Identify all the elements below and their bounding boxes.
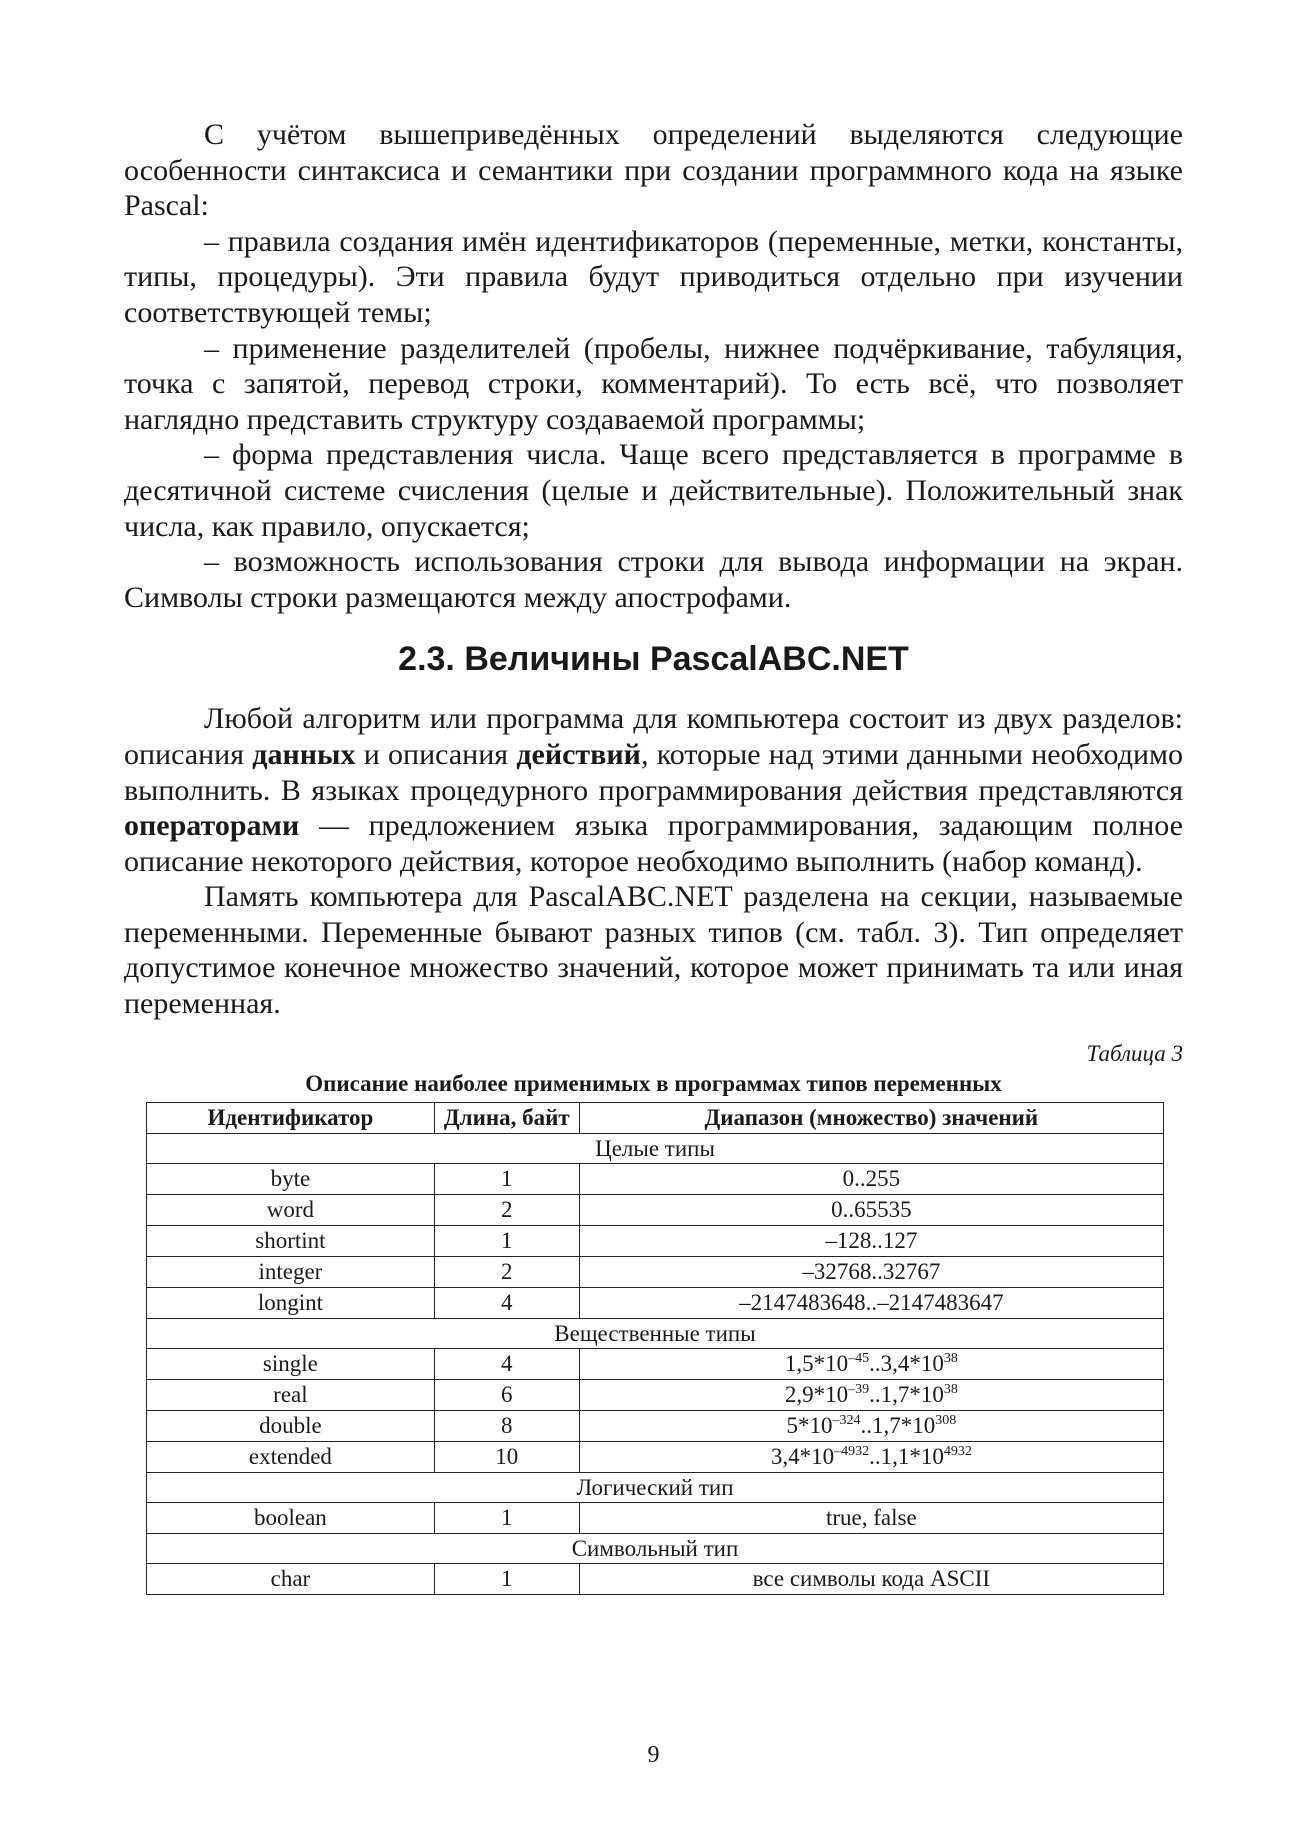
group-title: Логический тип <box>147 1472 1164 1502</box>
cell-identifier: shortint <box>147 1225 435 1256</box>
cell-length: 1 <box>434 1563 579 1594</box>
header-length: Длина, байт <box>434 1102 579 1133</box>
text-run: — предложением языка программирования, задающим полное описание некоторого действия, которое необходимо выполнить (набор команд). <box>124 809 1183 878</box>
table-row <box>147 1256 1164 1287</box>
table-row <box>147 1194 1164 1225</box>
table-row <box>147 1410 1164 1441</box>
exponent: –324 <box>832 1413 861 1429</box>
cell-length: 1 <box>434 1225 579 1256</box>
types-table <box>146 1102 1164 1595</box>
exponent: –4932 <box>834 1444 870 1460</box>
text-run: и описания <box>355 737 517 771</box>
cell-length: 1 <box>434 1163 579 1194</box>
section-heading: 2.3. Величины PascalABC.NET <box>398 640 909 679</box>
range-end: ..3,4*10 <box>869 1351 944 1377</box>
range-start: 2,9*10 <box>784 1382 849 1408</box>
group-title: Символьный тип <box>147 1533 1164 1563</box>
cell-length: 4 <box>434 1348 579 1379</box>
exponent: –45 <box>848 1351 870 1367</box>
exponent: –39 <box>848 1382 870 1398</box>
table-row <box>147 1563 1164 1594</box>
list-item: – применение разделителей (пробелы, нижнее подчёркивание, табуляция, точка с запятой, перевод строки, комментарий). То есть всё, что позволяет наглядно представить структуру создаваемой программы; <box>124 331 1183 436</box>
table-row <box>147 1225 1164 1256</box>
range-start: 5*10 <box>786 1413 833 1439</box>
cell-identifier: byte <box>147 1163 435 1194</box>
table-row <box>147 1441 1164 1472</box>
group-row <box>147 1318 1164 1348</box>
group-row <box>147 1533 1164 1563</box>
range-start: 1,5*10 <box>784 1351 849 1377</box>
cell-range: 0..65535 <box>579 1194 1163 1225</box>
group-title: Вещественные типы <box>147 1318 1164 1348</box>
group-row <box>147 1472 1164 1502</box>
bold-term-data: данных <box>252 737 356 771</box>
section-paragraph-1 <box>124 701 1183 879</box>
cell-range <box>579 1410 1163 1441</box>
group-title: Целые типы <box>147 1133 1164 1163</box>
cell-identifier: boolean <box>147 1502 435 1533</box>
cell-length: 10 <box>434 1441 579 1472</box>
bold-term-actions: действий <box>516 737 641 771</box>
list-item: – возможность использования строки для вывода информации на экран. Символы строки размещаются между апострофами. <box>124 545 1183 614</box>
table-label: Таблица 3 <box>1086 1040 1183 1066</box>
page-content <box>124 117 1183 1595</box>
header-range: Диапазон (множество) значений <box>579 1102 1163 1133</box>
range-end: ..1,7*10 <box>869 1382 944 1408</box>
range-end: ..1,1*10 <box>869 1444 944 1470</box>
range-start: 3,4*10 <box>770 1444 835 1470</box>
bold-term-operators: операторами <box>124 809 300 843</box>
cell-identifier: char <box>147 1563 435 1594</box>
text-run: Любой алгоритм или программа для компьютера состоит из двух разделов: описания <box>124 702 1183 771</box>
cell-range <box>579 1379 1163 1410</box>
table-title: Описание наиболее применимых в программах типов переменных <box>305 1070 1002 1096</box>
table-row <box>147 1163 1164 1194</box>
exponent: 38 <box>943 1382 958 1398</box>
cell-identifier: longint <box>147 1287 435 1318</box>
cell-length: 4 <box>434 1287 579 1318</box>
table-row <box>147 1379 1164 1410</box>
intro-paragraph: С учётом вышеприведённых определений выделяются следующие особенности синтаксиса и семантики при создании программного кода на языке Pascal: <box>124 118 1183 223</box>
cell-identifier: extended <box>147 1441 435 1472</box>
header-identifier: Идентификатор <box>147 1102 435 1133</box>
table-row <box>147 1502 1164 1533</box>
table-header-row <box>147 1102 1164 1133</box>
table-row <box>147 1287 1164 1318</box>
cell-identifier: integer <box>147 1256 435 1287</box>
cell-range <box>579 1348 1163 1379</box>
cell-range: –128..127 <box>579 1225 1163 1256</box>
cell-length: 8 <box>434 1410 579 1441</box>
cell-identifier: real <box>147 1379 435 1410</box>
exponent: 308 <box>935 1413 957 1429</box>
cell-identifier: word <box>147 1194 435 1225</box>
text-run: , которые над этими данными необходимо выполнить. В языках процедурного программирования действия представляются <box>124 737 1183 807</box>
range-end: ..1,7*10 <box>860 1413 936 1439</box>
cell-range: все символы кода ASCII <box>579 1563 1163 1594</box>
page-number: 9 <box>647 1742 660 1768</box>
cell-range: –2147483648..–2147483647 <box>579 1287 1163 1318</box>
cell-range: 0..255 <box>579 1163 1163 1194</box>
group-row <box>147 1133 1164 1163</box>
cell-identifier: double <box>147 1410 435 1441</box>
exponent: 4932 <box>943 1444 972 1460</box>
cell-length: 1 <box>434 1502 579 1533</box>
cell-range <box>579 1441 1163 1472</box>
table-row <box>147 1348 1164 1379</box>
list-item: – форма представления числа. Чаще всего представляется в программе в десятичной системе счисления (целые и действительные). Положительный знак числа, как правило, опускается; <box>124 438 1183 543</box>
cell-length: 2 <box>434 1194 579 1225</box>
cell-identifier: single <box>147 1348 435 1379</box>
cell-length: 6 <box>434 1379 579 1410</box>
list-item: – правила создания имён идентификаторов (переменные, метки, константы, типы, процедуры). Эти правила будут приводиться отдельно при изучении соответствующей темы; <box>124 224 1183 329</box>
section-paragraph-2: Память компьютера для PascalABC.NET разделена на секции, называемые переменными. Переменные бывают разных типов (см. табл. 3). Тип определяет допустимое конечное множество значений, которое может принимать та или иная переменная. <box>124 880 1183 1021</box>
cell-range: true, false <box>579 1502 1163 1533</box>
exponent: 38 <box>943 1351 958 1367</box>
cell-range: –32768..32767 <box>579 1256 1163 1287</box>
cell-length: 2 <box>434 1256 579 1287</box>
